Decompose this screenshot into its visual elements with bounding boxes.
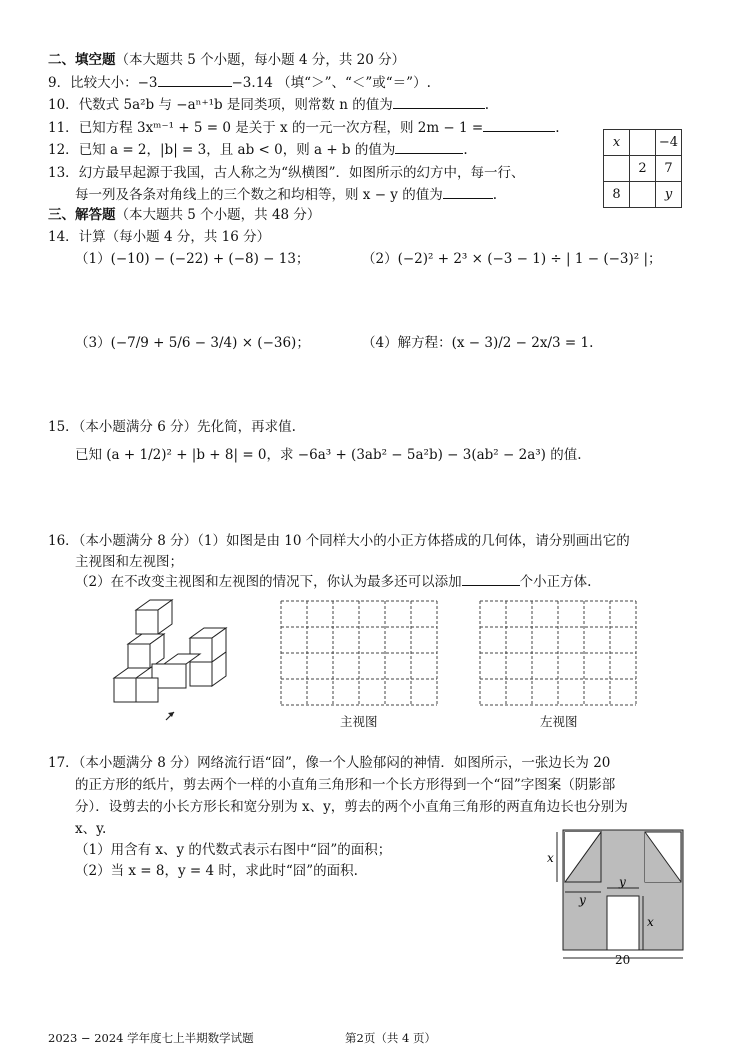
q17-part1: （1）用含有 x、y 的代数式表示右图中“囧”的面积； <box>75 842 392 858</box>
left-view-caption: 左视图 <box>540 714 578 729</box>
view-arrow-head <box>168 712 174 717</box>
q14-head: 14．计算（每小题 4 分，共 16 分） <box>48 229 271 245</box>
ms-cell: 7 <box>656 156 682 182</box>
q15-head: 15．（本小题满分 6 分）先化简，再求值. <box>48 419 296 435</box>
q17-line4: x、y. <box>75 821 107 837</box>
cube-face <box>114 668 150 678</box>
q17-head: 17．（本小题满分 8 分）网络流行语“囧”，像一个人脸郁闷的神情．如图所示，一张边长为 20 <box>48 755 611 771</box>
q16-line3 <box>75 573 591 591</box>
main-view-caption: 主视图 <box>340 714 378 729</box>
q16-head: 16．（本小题满分 8 分）（1）如图是由 10 个同样大小的小正方体搭成的几何体，请分别画出它的 <box>48 533 630 549</box>
q13-num: 13． <box>48 165 79 181</box>
cube-face <box>190 662 212 686</box>
q15-body: 已知 (a + 1/2)² + |b + 8| = 0，求 −6a³ + (3ab² − 5a²b) − 3(ab² − 2a³) 的值. <box>75 447 582 463</box>
cube-face <box>114 678 136 702</box>
q10-text: 代数式 5a²b 与 −aⁿ⁺¹b 是同类项，则常数 n 的值为 <box>78 97 393 113</box>
ms-cell: 2 <box>630 156 656 182</box>
q13-answer-blank[interactable] <box>443 186 493 199</box>
q12-end: . <box>463 142 468 158</box>
q9-answer-blank[interactable] <box>158 74 232 87</box>
section2-heading <box>48 51 405 69</box>
section2-desc: （本大题共 5 个小题，每小题 4 分，共 20 分） <box>115 52 406 68</box>
footer-left: 2023 − 2024 学年度七上半期数学试题 <box>48 1031 254 1045</box>
q11-answer-blank[interactable] <box>483 119 555 132</box>
q12 <box>48 141 468 159</box>
cube-face <box>114 702 136 716</box>
cut-rectangle <box>607 896 639 950</box>
cube-solid-figure <box>108 598 228 726</box>
q12-num: 12． <box>48 142 79 158</box>
label-y2: y <box>619 875 626 889</box>
q14-part2: （2）(−2)² + 2³ × (−3 − 1) ÷ | 1 − (−3)² |； <box>362 251 662 267</box>
label-20: 20 <box>615 953 631 966</box>
q9-num: 9． <box>48 75 71 91</box>
q11-num: 11． <box>48 120 79 136</box>
main-view-grid[interactable] <box>280 600 440 706</box>
q9 <box>48 74 431 92</box>
ms-cell <box>604 156 630 182</box>
label-y1: y <box>579 893 586 907</box>
magic-square <box>603 129 682 208</box>
q12-text: 已知 a = 2，|b| = 3，且 ab < 0，则 a + b 的值为 <box>78 142 396 158</box>
left-view-grid[interactable] <box>479 600 639 706</box>
ms-cell <box>630 130 656 156</box>
section3-title: 三、解答题 <box>48 207 116 223</box>
ms-cell <box>630 182 656 208</box>
q14-part4: （4）解方程：(x − 3)/2 − 2x/3 = 1. <box>362 335 594 351</box>
q14-part1: （1）(−10) − (−22) + (−8) − 13； <box>75 251 310 267</box>
q13-line1 <box>48 164 525 182</box>
q10-end: . <box>484 97 489 113</box>
footer-page: 第2页（共 4 页） <box>345 1031 436 1045</box>
cube-face <box>136 610 158 634</box>
section2-title: 二、填空题 <box>48 52 116 68</box>
q9-text-a: 比较大小：−3 <box>70 75 158 91</box>
ms-cell: x <box>604 130 630 156</box>
q17-line2: 的正方形的纸片，剪去两个一样的小直角三角形和一个长方形得到一个“囧”字图案（阴影部 <box>75 777 616 793</box>
section3-heading <box>48 206 320 224</box>
q11-end: . <box>555 120 560 136</box>
q13-line2 <box>75 186 497 204</box>
q16-text-b: 个小正方体. <box>519 574 592 590</box>
ms-cell: −4 <box>656 130 682 156</box>
q17-part2: （2）当 x = 8，y = 4 时，求此时“囧”的面积. <box>75 863 358 879</box>
ms-cell: y <box>656 182 682 208</box>
q16-text-a: （2）在不改变主视图和左视图的情况下，你认为最多还可以添加 <box>75 574 462 590</box>
q13-text-b: 每一列及各条对角线上的三个数之和均相等，则 x − y 的值为 <box>75 187 443 203</box>
q16-line2: 主视图和左视图； <box>75 554 183 570</box>
q14-part3: （3）(−7/9 + 5/6 − 3/4) × (−36)； <box>75 335 310 351</box>
cube-face <box>128 644 150 668</box>
q13-end: . <box>492 187 498 203</box>
ms-cell: 8 <box>604 182 630 208</box>
jiong-figure <box>543 826 689 966</box>
cube-face <box>136 678 158 702</box>
q9-text-b: −3.14 （填“＞”、“＜”或“＝”）. <box>231 75 431 91</box>
label-x2: x <box>647 915 654 929</box>
label-x1: x <box>547 851 554 865</box>
q11 <box>48 119 560 137</box>
q10 <box>48 96 489 114</box>
q17-line3: 分）．设剪去的小长方形长和宽分别为 x、y，剪去的两个小直角三角形的两直角边长也分别为 <box>75 799 628 815</box>
q11-text: 已知方程 3xᵐ⁻¹ + 5 = 0 是关于 x 的一元一次方程，则 2m − 1 = <box>78 120 484 136</box>
q10-num: 10． <box>48 97 79 113</box>
q16-answer-blank[interactable] <box>462 573 520 586</box>
q12-answer-blank[interactable] <box>395 141 463 154</box>
q10-answer-blank[interactable] <box>393 96 485 109</box>
q13-text-a: 幻方最早起源于我国，古人称之为“纵横图”．如图所示的幻方中，每一行、 <box>78 165 525 181</box>
section3-desc: （本大题共 5 个小题，共 48 分） <box>115 207 321 223</box>
